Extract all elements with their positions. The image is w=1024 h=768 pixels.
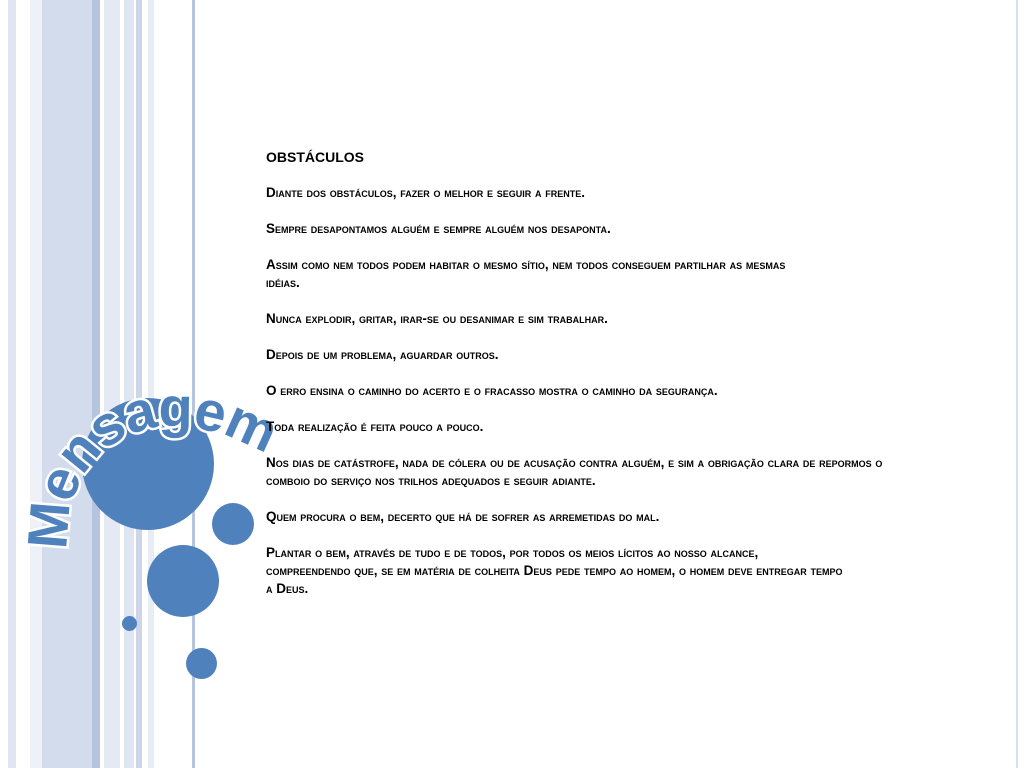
paragraph-7: Toda realização é feita pouco a pouco.: [266, 419, 484, 434]
mensagem-wordart: [0, 0, 300, 600]
paragraph-10: Plantar o bem, através de tudo e de todos, por todos os meios lícitos ao nosso alcance, compreendendo que, se em matéria de colheita Deus pede tempo ao homem, o homem deve entregar tempo a Deus.: [266, 545, 843, 596]
paragraph-3: Assim como nem todos podem habitar o mesmo sítio, nem todos conseguem partilhar as mesmas idéias.: [266, 257, 786, 290]
paragraph-1: Diante dos obstáculos, fazer o melhor e seguir a frente.: [266, 185, 586, 200]
paragraph-6: O erro ensina o caminho do acerto e o fracasso mostra o caminho da segurança.: [266, 383, 718, 398]
right-border-line: [1016, 0, 1018, 768]
paragraph-2: Sempre desapontamos alguém e sempre alguém nos desaponta.: [266, 221, 611, 236]
slide-content: [266, 148, 886, 616]
paragraph-4: Nunca explodir, gritar, irar-se ou desanimar e sim trabalhar.: [266, 311, 608, 326]
circle-small-2: [186, 648, 217, 679]
circle-tiny: [122, 616, 137, 631]
paragraph-9: Quem procura o bem, decerto que há de sofrer as arremetidas do mal.: [266, 509, 660, 524]
paragraph-5: Depois de um problema, aguardar outros.: [266, 347, 499, 362]
slide-title: OBSTÁCULOS: [266, 149, 364, 165]
paragraph-8: Nos dias de catástrofe, nada de cólera ou de acusação contra alguém, e sim a obrigação clara de repormos o comboio do serviço nos trilhos adequados e seguir adiante.: [266, 455, 883, 488]
wordart-text: Mensagem: [15, 375, 287, 551]
